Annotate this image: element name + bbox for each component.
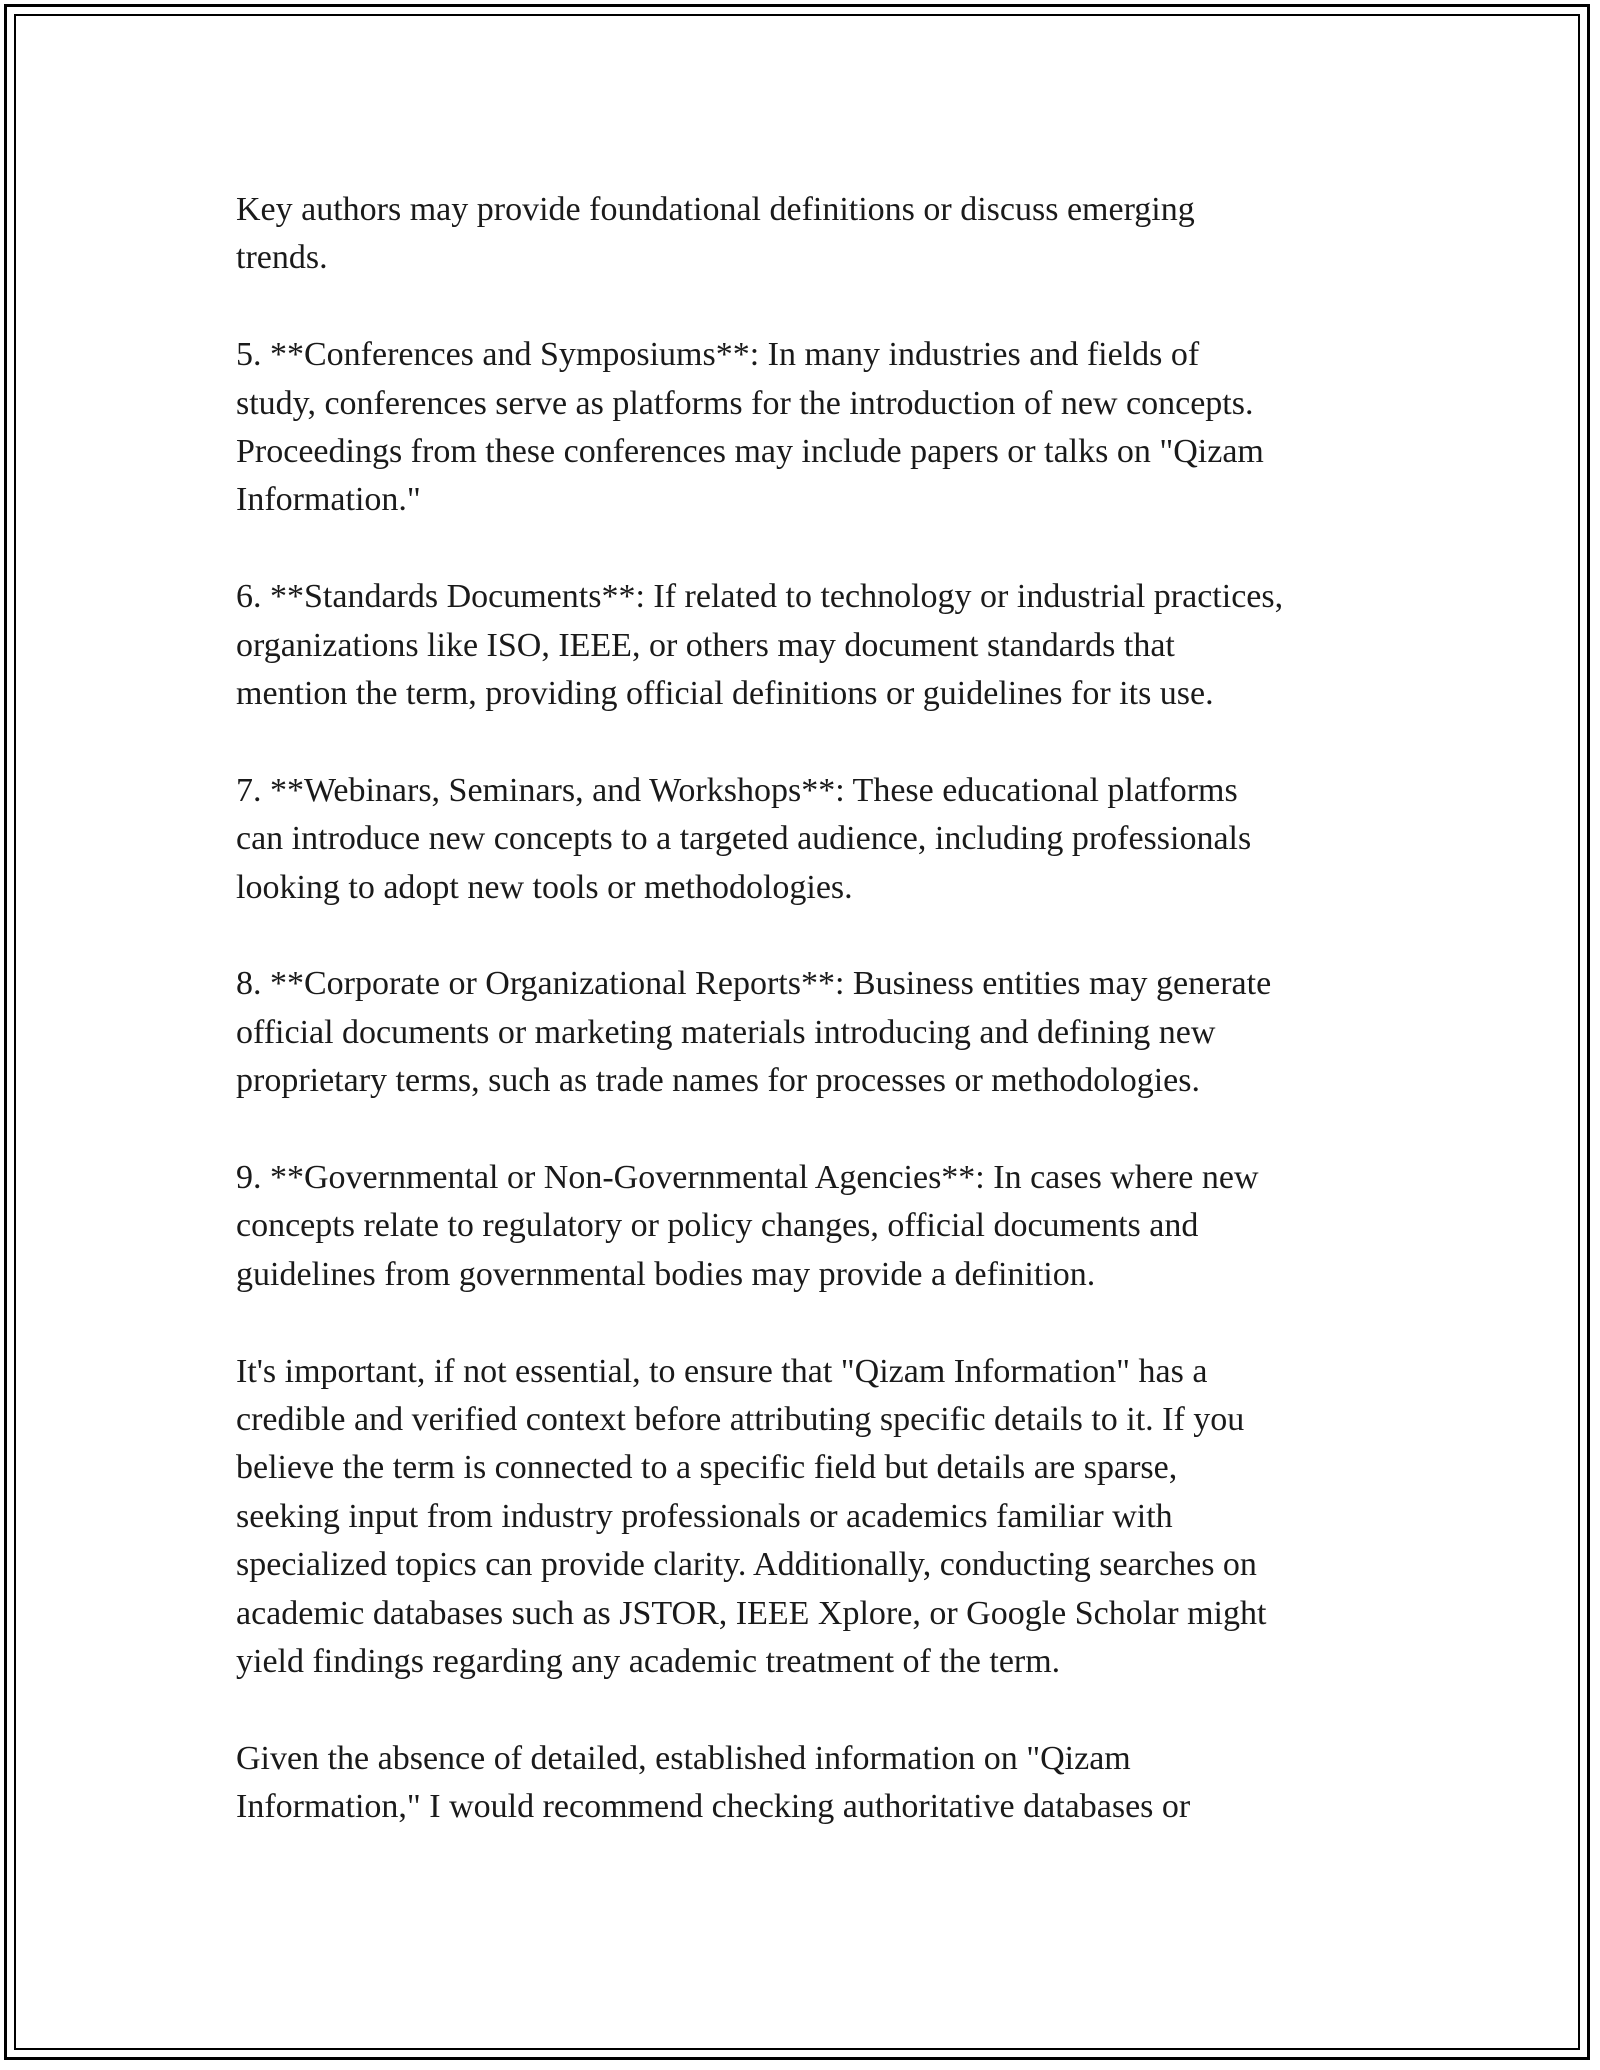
document-body — [236, 186, 1386, 1832]
text-line: academic databases such as JSTOR, IEEE Xplore, or Google Scholar might — [236, 1594, 1267, 1632]
text-line: study, conferences serve as platforms for the introduction of new concepts. — [236, 384, 1254, 422]
text-line: 7. **Webinars, Seminars, and Workshops**: These educational platforms — [236, 771, 1238, 809]
text-line: Proceedings from these conferences may include papers or talks on "Qizam — [236, 433, 1264, 471]
text-line: 6. **Standards Documents**: If related to technology or industrial practices, — [236, 578, 1284, 616]
text-line: concepts relate to regulatory or policy changes, official documents and — [236, 1207, 1199, 1245]
text-line: proprietary terms, such as trade names for processes or methodologies. — [236, 1062, 1200, 1100]
text-line: 9. **Governmental or Non-Governmental Agencies**: In cases where new — [236, 1159, 1259, 1197]
text-line: official documents or marketing materials introducing and defining new — [236, 1013, 1216, 1051]
text-line: 8. **Corporate or Organizational Reports**: Business entities may generate — [236, 965, 1272, 1003]
text-line: trends. — [236, 239, 328, 277]
paragraph-item-9-agencies — [236, 1154, 1386, 1299]
paragraph-recommendation — [236, 1735, 1386, 1832]
paragraph-item-6-standards — [236, 573, 1386, 718]
text-line: Key authors may provide foundational definitions or discuss emerging — [236, 191, 1195, 228]
paragraph-item-5-conferences — [236, 331, 1386, 525]
text-line: 5. **Conferences and Symposiums**: In many industries and fields of — [236, 336, 1200, 374]
text-line: credible and verified context before attributing specific details to it. If you — [236, 1401, 1245, 1439]
text-line: believe the term is connected to a specific field but details are sparse, — [236, 1449, 1178, 1487]
paragraph-importance-note — [236, 1348, 1386, 1687]
text-line: seeking input from industry professionals or academics familiar with — [236, 1497, 1173, 1535]
text-line: looking to adopt new tools or methodologies. — [236, 868, 853, 906]
text-line: Given the absence of detailed, established information on "Qizam — [236, 1739, 1131, 1777]
text-line: specialized topics can provide clarity. Additionally, conducting searches on — [236, 1546, 1257, 1584]
text-line: can introduce new concepts to a targeted audience, including professionals — [236, 820, 1252, 858]
paragraph-intro-continuation — [236, 186, 1386, 283]
paragraph-item-7-webinars — [236, 767, 1386, 912]
text-line: mention the term, providing official definitions or guidelines for its use. — [236, 675, 1214, 713]
text-line: Information." — [236, 481, 421, 519]
text-line: Information," I would recommend checking authoritative databases or — [236, 1788, 1191, 1826]
text-line: It's important, if not essential, to ensure that "Qizam Information" has a — [236, 1352, 1208, 1390]
paragraph-item-8-corporate-reports — [236, 960, 1386, 1105]
text-line: yield findings regarding any academic treatment of the term. — [236, 1643, 1061, 1681]
text-line: organizations like ISO, IEEE, or others may document standards that — [236, 626, 1175, 664]
text-line: guidelines from governmental bodies may provide a definition. — [236, 1255, 1096, 1293]
